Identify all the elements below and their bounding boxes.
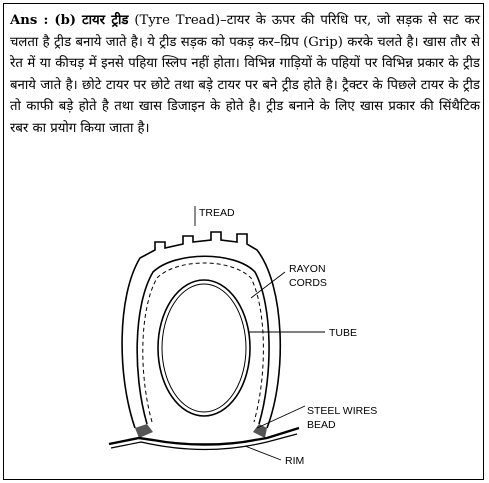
label-rim: RIM xyxy=(285,455,305,467)
label-steel-wires: STEEL WIRES xyxy=(307,405,378,417)
label-tube: TUBE xyxy=(329,327,358,339)
ans-label: Ans : xyxy=(10,13,49,28)
tube-inner xyxy=(162,284,246,412)
answer-body: –टायर के ऊपर की परिधि पर, जो सड़क से सट कर चलता है ट्रीड बनाये जाते है। ये ट्रीड सड़क को पकड़ कर–ग्रिप (Grip) करके चलते है। खास तौर से रेत में या कीचड़ में इनसे पहिया स्लिप नहीं होता। विभिन्न गाड़ियों के पहियों पर विभिन्न प्रकार के ट्रीड बनाये जाते है। छोटे टायर पर छोटे तथा बड़े टायर पर बने ट्रीड होते है। ट्रैक्टर के पिछले टायर के ट्रीड तो काफी बड़े होते है तथा खास डिजाइन के होते है। ट्रीड बनाने के लिए खास प्रकार की सिंथैटिक रबर का प्रयोग किया जाता है। xyxy=(10,13,480,136)
answer-heading-english: (Tyre Tread) xyxy=(134,13,221,28)
label-rayon: RAYON xyxy=(289,263,326,275)
answer-heading: टायर ट्रीड xyxy=(81,13,129,28)
tyre-outer-profile xyxy=(122,232,280,428)
tyre-cross-section-diagram xyxy=(95,206,395,476)
label-bead: BEAD xyxy=(307,419,336,431)
answer-text xyxy=(10,10,480,140)
bead-right xyxy=(253,424,267,438)
label-tread: TREAD xyxy=(199,207,235,219)
bead-left xyxy=(135,424,153,438)
rayon-cords xyxy=(143,263,264,422)
label-cords: CORDS xyxy=(289,277,327,289)
part-label: (b) xyxy=(54,13,77,28)
rim-leader xyxy=(245,446,281,460)
tube xyxy=(158,280,250,416)
steel-wires-leader xyxy=(257,406,305,428)
